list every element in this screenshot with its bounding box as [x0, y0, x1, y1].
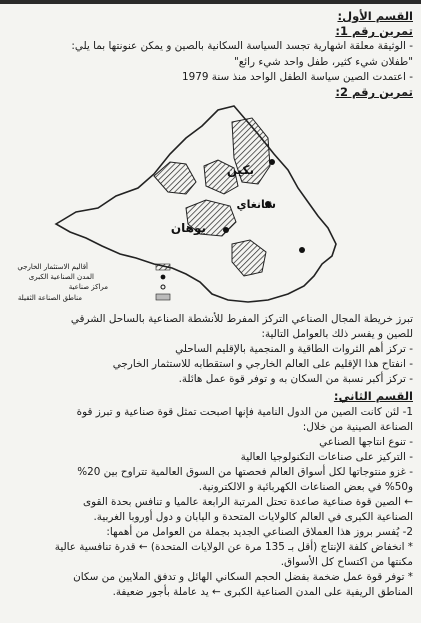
section2-line: * توفر قوة عمل ضخمة بفضل الحجم السكاني الهائل و تدفق الملايين من سكان	[73, 571, 413, 583]
city-dot	[269, 159, 275, 165]
exercise2-line: - انفتاح هذا الإقليم على العالم الخارجي و استقطابه للاستثمار الخارجي	[112, 358, 413, 370]
section2-line: 1- لئن كانت الصين من الدول النامية فإنها اصبحت تمثل قوة صناعية و تبرز قوة	[76, 406, 413, 418]
exercise2-line: - تركز أكبر نسبة من السكان به و توفر قوة عمل هائلة.	[178, 373, 413, 385]
map-label-beijing: بكين	[226, 163, 254, 177]
section2-line: - التركيز على صناعات التكنولوجيا العالية	[240, 451, 413, 463]
section1-title: القسم الأول:	[337, 9, 413, 23]
legend-item: المدن الصناعية الكبرى	[28, 273, 94, 281]
section2-line: - غزو منتوجاتها لكل أسواق العالم فحصتها من السوق العالمية تتراوح بين 20%	[77, 466, 413, 478]
exercise2-line: - تركز أهم الثروات الطاقية و المنجمية بالإقليم الساحلي	[175, 343, 413, 355]
exercise2-title: تمرين رقم 2:	[335, 85, 413, 99]
section2-line: ← الصين قوة صناعية صاعدة تحتل المرتبة الرابعة عالميا و تنافس بحدة القوى	[82, 496, 413, 508]
legend-item: أقاليم الاستثمار الخارجي	[17, 263, 88, 271]
china-industry-map	[17, 104, 372, 308]
section2-line: الصناعة الصينية من خلال:	[302, 421, 413, 433]
map-legend	[17, 262, 170, 302]
city-dot	[299, 247, 305, 253]
section2-line: و50% في بعض الصناعات الكهربائية و الالكترونية.	[198, 481, 413, 493]
city-dot	[223, 227, 229, 233]
section2-line: المناطق الريفية على المدن الصناعية الكبرى ← يد عاملة بأجور ضعيفة.	[112, 586, 413, 598]
legend-item: مراكز صناعية	[68, 283, 108, 291]
section2-line: 2- يُفسر بروز هذا العملاق الصناعي الجديد بجملة من العوامل من أهمها:	[106, 526, 413, 538]
exercise1-line: "طفلان شيء كثير، طفل واحد شيء رائع"	[233, 56, 413, 68]
exercise1-title: تمرين رقم 1:	[335, 24, 413, 38]
section2-line: مكنتها من اكتساح كل الأسواق.	[280, 556, 413, 568]
top-edge-bar	[0, 0, 421, 4]
section2-line: الصناعية الكبرى في العالم كالولايات المتحدة و اليابان و دول أوروبا الغربية.	[93, 511, 413, 523]
legend-item: مناطق الصناعة الثقيلة	[17, 294, 82, 302]
map-label-shanghai: شانغاي	[236, 198, 276, 211]
region-south	[232, 240, 266, 276]
exercise1-line: - الوثيقة معلقة اشهارية تجسد السياسة السكانية بالصين و يمكن عنونتها بما يلي:	[71, 40, 413, 52]
section2-title: القسم الثاني:	[333, 389, 413, 403]
map-label-wuhan: يوهان	[170, 221, 206, 235]
section2-line: - تنوع انتاجها الصناعي	[319, 436, 413, 448]
exercise2-line: تبرز خريطة المجال الصناعي التركز المفرط للأنشطة الصناعية بالساحل الشرقي	[70, 313, 413, 325]
section2-line: * انخفاض كلفة الإنتاج (أقل بـ 135 مرة عن الولايات المتحدة) ← قدرة تنافسية عالية	[54, 541, 413, 553]
exercise2-line: للصين و يفسر ذلك بالعوامل التالية:	[261, 328, 413, 340]
exercise1-line: - اعتمدت الصين سياسة الطفل الواحد منذ سنة 1979	[182, 71, 413, 83]
